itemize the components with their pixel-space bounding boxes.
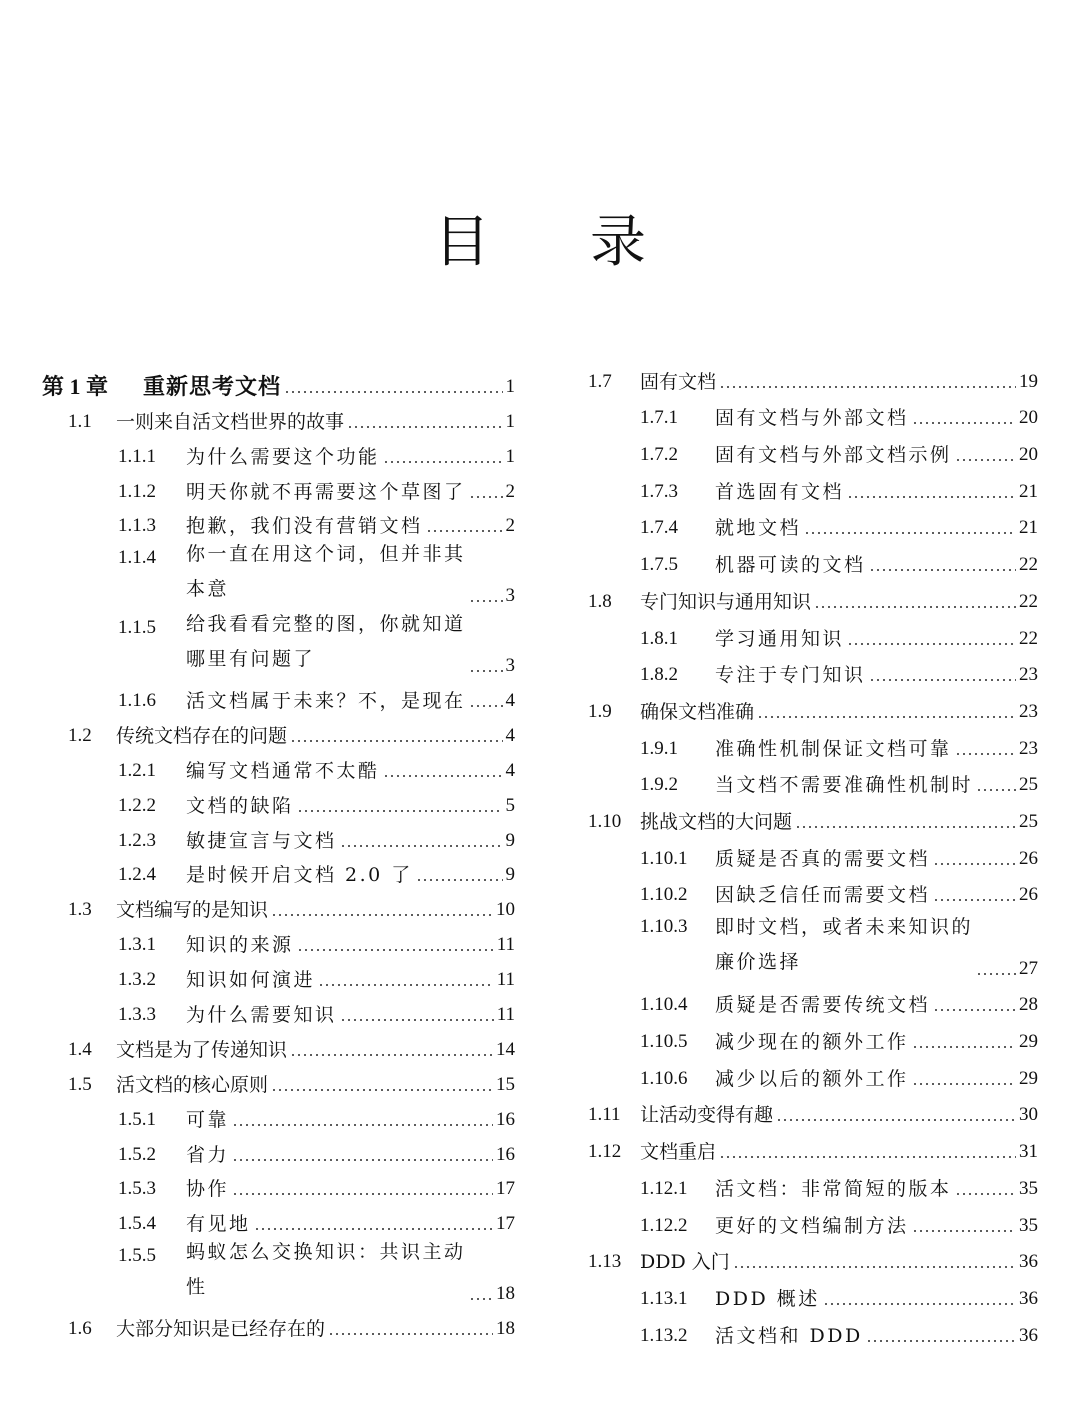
toc-entry[interactable]: [588, 764, 1038, 801]
toc-entry[interactable]: [42, 1239, 515, 1309]
toc-entry-title: 减少现在的额外工作: [715, 1031, 909, 1054]
toc-leader-dots: [955, 753, 1016, 755]
toc-leader-dots: [232, 1193, 493, 1195]
toc-entry-title: 一则来自活文档世界的故事: [116, 410, 345, 433]
toc-entry-page: 21: [1019, 517, 1038, 539]
toc-leader-dots: [823, 1303, 1016, 1305]
toc-entry-number: 1.1.4: [118, 547, 156, 569]
toc-entry[interactable]: [588, 543, 1038, 580]
toc-leader-dots: [232, 1159, 493, 1161]
toc-entry-page: 22: [1019, 590, 1038, 612]
toc-entry-number: 1.12: [588, 1141, 622, 1163]
toc-leader-dots: [869, 569, 1016, 571]
toc-entry-number: 1.5.2: [118, 1143, 156, 1165]
toc-entry[interactable]: [42, 1135, 515, 1170]
toc-entry-page: 1: [505, 375, 515, 397]
toc-leader-dots: [933, 863, 1016, 865]
toc-entry[interactable]: [42, 681, 515, 716]
toc-entry-title: 知识的来源: [186, 934, 294, 957]
toc-leader-dots: [955, 459, 1016, 461]
toc-entry-page: 2: [505, 515, 515, 537]
toc-entry-page: 36: [1019, 1324, 1038, 1346]
toc-entry-page: 35: [1019, 1214, 1038, 1236]
toc-entry-page: 2: [505, 480, 515, 502]
toc-entry-page: 26: [1019, 884, 1038, 906]
toc-entry-title: 专注于专门知识: [715, 664, 866, 687]
toc-entry-title: 文档重启: [640, 1141, 717, 1164]
toc-entry-page: 18: [496, 1317, 515, 1339]
toc-entry-title: 确保文档准确: [640, 700, 755, 723]
toc-leader-dots: [933, 899, 1016, 901]
toc-entry-page: 20: [1019, 444, 1038, 466]
toc-left-column: [42, 367, 515, 1344]
toc-entry-title: 知识如何演进: [186, 969, 316, 992]
toc-leader-dots: [757, 716, 1016, 718]
toc-entry-number: 1.5.1: [118, 1108, 156, 1130]
toc-leader-dots: [847, 496, 1016, 498]
toc-entry-number: 1.10.2: [640, 884, 688, 906]
toc-entry-title: 给我看看完整的图，你就知道 哪里有问题了: [186, 613, 466, 671]
toc-entry[interactable]: [588, 433, 1038, 470]
toc-entry-title: 学习通用知识: [715, 627, 845, 650]
toc-entry[interactable]: [588, 1204, 1038, 1241]
toc-entry-title: 活文档：非常简短的版本: [715, 1177, 952, 1200]
toc-entry-page: 29: [1019, 1067, 1038, 1089]
toc-entry-title: 明天你就不再需要这个草图了: [186, 480, 466, 503]
toc-leader-dots: [271, 1089, 493, 1091]
toc-entry-title: 固有文档与外部文档: [715, 407, 909, 430]
toc-entry-page: 23: [1019, 737, 1038, 759]
toc-entry-number: 1.2.2: [118, 794, 156, 816]
toc-entry-page: 23: [1019, 664, 1038, 686]
toc-leader-dots: [976, 789, 1016, 791]
toc-entry-page: 3: [505, 655, 515, 677]
toc-entry-page: 26: [1019, 847, 1038, 869]
toc-entry-page: 11: [496, 1003, 515, 1025]
toc-leader-dots: [469, 705, 503, 707]
toc-entry-number: 1.7.2: [640, 444, 678, 466]
toc-entry-title: 你一直在用这个词，但并非其 本意: [186, 543, 466, 601]
toc-entry-number: 1.10.5: [640, 1031, 688, 1053]
toc-entry-number: 1.2.1: [118, 759, 156, 781]
toc-leader-dots: [847, 643, 1016, 645]
toc-entry[interactable]: [42, 1030, 515, 1065]
toc-entry-page: 21: [1019, 480, 1038, 502]
toc-right-column: [588, 360, 1038, 1351]
toc-entry-title: 文档编写的是知识: [116, 899, 269, 922]
toc-entry[interactable]: [588, 800, 1038, 837]
toc-leader-dots: [912, 1230, 1016, 1232]
toc-leader-dots: [318, 984, 494, 986]
toc-entry-page: 5: [505, 794, 515, 816]
toc-leader-dots: [297, 810, 503, 812]
toc-leader-dots: [469, 1298, 493, 1300]
toc-leader-dots: [469, 600, 503, 602]
toc-entry-title: 活文档的核心原则: [116, 1073, 269, 1096]
toc-entry[interactable]: [42, 541, 515, 611]
toc-entry-number: 1.1.3: [118, 515, 156, 537]
toc-leader-dots: [232, 1124, 493, 1126]
toc-entry-page: 23: [1019, 700, 1038, 722]
toc-entry-number: 1.5.5: [118, 1245, 156, 1267]
toc-leader-dots: [340, 845, 503, 847]
toc-entry[interactable]: [588, 654, 1038, 691]
toc-entry[interactable]: [588, 617, 1038, 654]
toc-entry[interactable]: [42, 1100, 515, 1135]
toc-entry-number: 1.10: [588, 810, 622, 832]
toc-entry-page: 36: [1019, 1251, 1038, 1273]
toc-entry-title: 敏捷宣言与文档: [186, 829, 337, 852]
toc-entry[interactable]: [588, 1094, 1038, 1131]
toc-entry-title: 抱歉，我们没有营销文档: [186, 515, 423, 538]
toc-leader-dots: [383, 461, 503, 463]
toc-entry-title: 省力: [186, 1143, 230, 1166]
toc-entry-number: 1.5: [68, 1073, 92, 1095]
toc-entry-title: 减少以后的额外工作: [715, 1067, 909, 1090]
toc-leader-dots: [340, 1019, 494, 1021]
toc-entry[interactable]: [588, 837, 1038, 874]
toc-leader-dots: [912, 422, 1016, 424]
title-char: 目: [434, 210, 490, 275]
toc-entry-number: 1.10.6: [640, 1067, 688, 1089]
toc-entry[interactable]: [588, 1277, 1038, 1314]
toc-leader-dots: [795, 826, 1016, 828]
toc-entry-page: 31: [1019, 1141, 1038, 1163]
toc-entry[interactable]: [42, 507, 515, 542]
toc-entry-page: 4: [505, 759, 515, 781]
toc-entry-title: 因缺乏信任而需要文档: [715, 884, 931, 907]
toc-entry-title: 为什么需要知识: [186, 1003, 337, 1026]
toc-entry-title: 有见地: [186, 1213, 251, 1236]
toc-entry-number: 1.11: [588, 1104, 621, 1126]
toc-entry[interactable]: [42, 1204, 515, 1239]
toc-entry-number: 1.12.2: [640, 1214, 688, 1236]
toc-entry-number: 1.1.2: [118, 480, 156, 502]
toc-entry-page: 17: [496, 1178, 515, 1200]
toc-entry-number: 1.4: [68, 1038, 92, 1060]
toc-entry-number: 1.10.1: [640, 847, 688, 869]
toc-entry[interactable]: [588, 727, 1038, 764]
toc-entry[interactable]: [42, 995, 515, 1030]
toc-entry[interactable]: [42, 1170, 515, 1205]
toc-entry-title: 为什么需要这个功能: [186, 445, 380, 468]
toc-entry-page: 22: [1019, 554, 1038, 576]
toc-entry-page: 25: [1019, 774, 1038, 796]
toc-entry-title: 更好的文档编制方法: [715, 1214, 909, 1237]
toc-entry-page: 16: [496, 1143, 515, 1165]
toc-entry[interactable]: [42, 716, 515, 751]
toc-entry-number: 1.8.1: [640, 627, 678, 649]
toc-entry-title: 就地文档: [715, 517, 802, 540]
toc-leader-dots: [866, 1340, 1016, 1342]
toc-entry-number: 1.2.4: [118, 864, 156, 886]
toc-entry-title: 文档是为了传递知识: [116, 1038, 288, 1061]
toc-entry-title: 固有文档: [640, 370, 717, 393]
toc-entry-title: 机器可读的文档: [715, 554, 866, 577]
toc-entry-number: 1.8.2: [640, 664, 678, 686]
toc-entry[interactable]: [588, 984, 1038, 1021]
toc-entry[interactable]: [42, 960, 515, 995]
toc-entry[interactable]: [588, 470, 1038, 507]
toc-entry-number: 1.13.2: [640, 1324, 688, 1346]
toc-entry-page: 19: [1019, 370, 1038, 392]
page-title: [0, 198, 1080, 278]
toc-entry[interactable]: [42, 890, 515, 925]
toc-entry-number: 1.13.1: [640, 1287, 688, 1309]
toc-entry[interactable]: [588, 1167, 1038, 1204]
toc-entry-title: 准确性机制保证文档可靠: [715, 737, 952, 760]
toc-entry-number: 1.12.1: [640, 1177, 688, 1199]
toc-entry-number: 1.6: [68, 1317, 92, 1339]
toc-entry-title: 传统文档存在的问题: [116, 724, 288, 747]
toc-entry-title: 挑战文档的大问题: [640, 810, 793, 833]
toc-entry-number: 1.1.1: [118, 445, 156, 467]
toc-entry-number: 1.7.4: [640, 517, 678, 539]
toc-entry-number: 1.13: [588, 1251, 622, 1273]
toc-leader-dots: [426, 530, 503, 532]
toc-entry-page: 14: [496, 1038, 515, 1060]
toc-entry-page: 1: [505, 445, 515, 467]
toc-entry[interactable]: [588, 1241, 1038, 1278]
toc-leader-dots: [719, 386, 1016, 388]
toc-entry-number: 1.3.1: [118, 934, 156, 956]
toc-leader-dots: [347, 426, 502, 428]
toc-entry-number: 1.7.1: [640, 407, 678, 429]
toc-entry-number: 1.1.5: [118, 617, 156, 639]
toc-entry-title: 让活动变得有趣: [640, 1104, 774, 1127]
toc-leader-dots: [284, 391, 502, 393]
toc-entry-number: 1.9: [588, 700, 612, 722]
toc-entry-page: 9: [505, 864, 515, 886]
toc-leader-dots: [271, 914, 493, 916]
toc-entry-title: 重新思考文档: [143, 373, 282, 400]
toc-entry-title: DDD 概述: [715, 1287, 820, 1310]
toc-entry-title: 协作: [186, 1178, 230, 1201]
toc-entry-title: 大部分知识是已经存在的: [116, 1317, 326, 1340]
toc-entry-number: 1.7.3: [640, 480, 678, 502]
toc-entry-page: 29: [1019, 1031, 1038, 1053]
toc-entry[interactable]: [588, 507, 1038, 544]
toc-entry-title: 首选固有文档: [715, 480, 845, 503]
toc-entry-page: 28: [1019, 994, 1038, 1016]
toc-entry-page: 36: [1019, 1287, 1038, 1309]
toc-entry-page: 17: [496, 1213, 515, 1235]
toc-leader-dots: [733, 1266, 1016, 1268]
toc-entry-number: 1.1.6: [118, 689, 156, 711]
toc-entry-page: 20: [1019, 407, 1038, 429]
toc-leader-dots: [328, 1333, 493, 1335]
toc-entry-page: 11: [496, 934, 515, 956]
toc-entry[interactable]: [588, 910, 1038, 983]
toc-entry-page: 15: [496, 1073, 515, 1095]
title-char: 录: [590, 210, 646, 275]
toc-entry-number: 1.5.4: [118, 1213, 156, 1235]
toc-leader-dots: [933, 1009, 1016, 1011]
toc-entry-title: 专门知识与通用知识: [640, 590, 812, 613]
toc-entry-title: 可靠: [186, 1108, 230, 1131]
toc-leader-dots: [416, 879, 503, 881]
toc-entry-title: 质疑是否需要传统文档: [715, 994, 931, 1017]
toc-entry[interactable]: [42, 1309, 515, 1344]
toc-entry[interactable]: [588, 360, 1038, 397]
toc-entry-page: 22: [1019, 627, 1038, 649]
toc-entry[interactable]: [42, 856, 515, 891]
toc-entry-title: 文档的缺陷: [186, 794, 294, 817]
toc-entry-number: 第 1 章: [42, 373, 109, 399]
toc-entry-number: 1.2.3: [118, 829, 156, 851]
toc-leader-dots: [290, 740, 502, 742]
toc-entry[interactable]: [42, 1065, 515, 1100]
toc-entry-number: 1.3: [68, 899, 92, 921]
toc-entry-number: 1.2: [68, 724, 92, 746]
toc-entry-page: 18: [496, 1283, 515, 1305]
toc-chapter-entry[interactable]: [42, 367, 515, 402]
toc-entry[interactable]: [42, 402, 515, 437]
toc-leader-dots: [912, 1046, 1016, 1048]
toc-leader-dots: [776, 1119, 1016, 1121]
toc-entry-page: 4: [505, 724, 515, 746]
toc-entry-page: 16: [496, 1108, 515, 1130]
toc-entry[interactable]: [42, 472, 515, 507]
toc-entry-page: 10: [496, 899, 515, 921]
toc-entry[interactable]: [42, 925, 515, 960]
toc-leader-dots: [912, 1083, 1016, 1085]
toc-leader-dots: [814, 606, 1016, 608]
toc-entry[interactable]: [42, 611, 515, 681]
toc-entry[interactable]: [42, 786, 515, 821]
toc-entry-title: 编写文档通常不太酷: [186, 759, 380, 782]
toc-entry[interactable]: [588, 580, 1038, 617]
toc-entry[interactable]: [42, 437, 515, 472]
toc-leader-dots: [254, 1228, 493, 1230]
toc-entry-page: 11: [496, 969, 515, 991]
toc-entry-page: 35: [1019, 1177, 1038, 1199]
toc-leader-dots: [804, 532, 1016, 534]
toc-entry-title: 是时候开启文档 2.0 了: [186, 864, 413, 887]
toc-entry-number: 1.3.3: [118, 1003, 156, 1025]
toc-entry-number: 1.3.2: [118, 969, 156, 991]
toc-leader-dots: [469, 670, 503, 672]
toc-entry-page: 3: [505, 585, 515, 607]
toc-entry-page: 25: [1019, 810, 1038, 832]
toc-leader-dots: [469, 496, 503, 498]
toc-entry[interactable]: [588, 1057, 1038, 1094]
toc-entry-page: 9: [505, 829, 515, 851]
toc-entry-page: 27: [1019, 957, 1038, 979]
toc-leader-dots: [955, 1193, 1016, 1195]
toc-leader-dots: [297, 949, 494, 951]
toc-entry[interactable]: [588, 397, 1038, 434]
toc-entry-number: 1.1: [68, 410, 92, 432]
toc-entry-title: 质疑是否真的需要文档: [715, 847, 931, 870]
toc-leader-dots: [719, 1156, 1016, 1158]
toc-entry-title: 活文档属于未来？不，是现在: [186, 689, 466, 712]
toc-entry-number: 1.7: [588, 370, 612, 392]
toc-entry[interactable]: [588, 1020, 1038, 1057]
toc-leader-dots: [290, 1054, 493, 1056]
toc-leader-dots: [383, 775, 503, 777]
toc-entry-title: 固有文档与外部文档示例: [715, 444, 952, 467]
toc-entry[interactable]: [588, 874, 1038, 911]
toc-entry[interactable]: [588, 1130, 1038, 1167]
toc-entry-page: 1: [505, 410, 515, 432]
toc-entry[interactable]: [588, 690, 1038, 727]
toc-leader-dots: [976, 973, 1016, 975]
toc-entry-title: 蚂蚁怎么交换知识：共识主动 性: [186, 1241, 466, 1299]
toc-entry-number: 1.9.2: [640, 774, 678, 796]
toc-entry-number: 1.9.1: [640, 737, 678, 759]
toc-entry-title: 即时文档，或者未来知识的 廉价选择: [715, 915, 974, 973]
toc-leader-dots: [869, 679, 1016, 681]
toc-entry-title: 活文档和 DDD: [715, 1324, 863, 1347]
toc-entry-number: 1.10.3: [640, 916, 688, 938]
toc-entry-number: 1.8: [588, 590, 612, 612]
toc-entry-number: 1.7.5: [640, 554, 678, 576]
toc-entry-title: 当文档不需要准确性机制时: [715, 774, 974, 797]
toc-entry[interactable]: [42, 751, 515, 786]
toc-entry-title: DDD 入门: [640, 1251, 730, 1274]
toc-entry-page: 4: [505, 689, 515, 711]
toc-entry[interactable]: [42, 821, 515, 856]
toc-entry-number: 1.5.3: [118, 1178, 156, 1200]
toc-entry[interactable]: [588, 1314, 1038, 1351]
toc-entry-number: 1.10.4: [640, 994, 688, 1016]
toc-entry-page: 30: [1019, 1104, 1038, 1126]
